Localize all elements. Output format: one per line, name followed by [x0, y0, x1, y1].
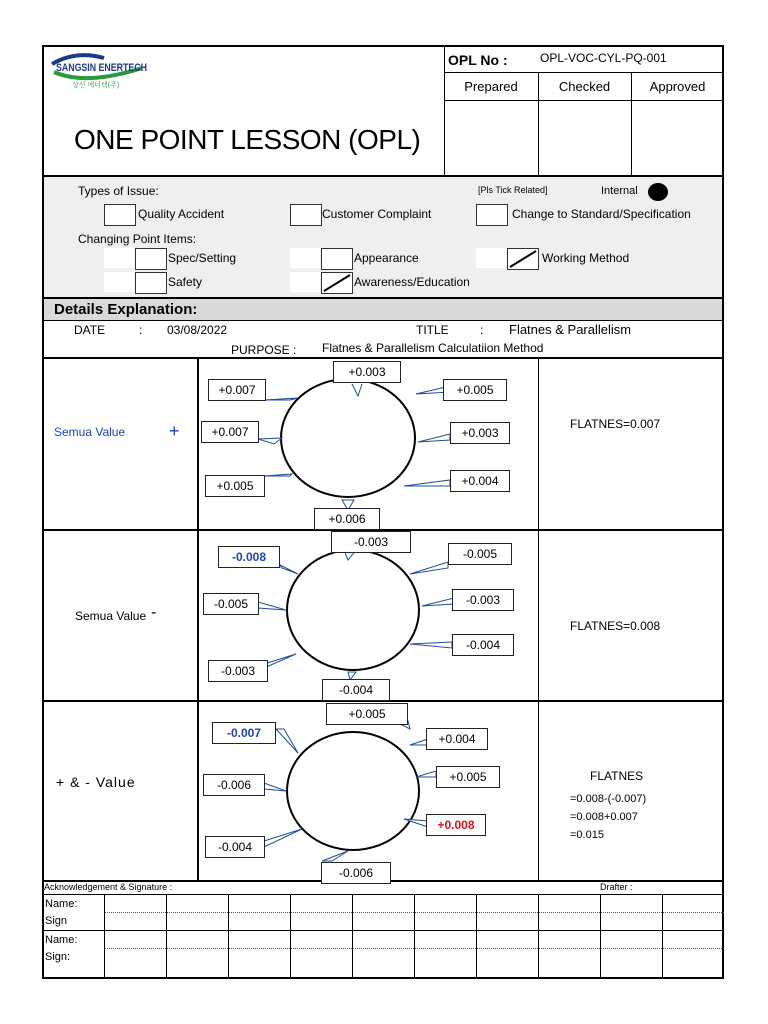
logo-text: SANGSIN ENERTECH [56, 62, 147, 74]
value-callout: -0.004 [205, 836, 265, 858]
safety-checkbox[interactable] [135, 272, 167, 294]
row3-label: + & - Value [56, 774, 136, 790]
value-callout: -0.004 [452, 634, 514, 656]
sign-label: Sign: [45, 951, 71, 963]
value-callout: -0.003 [208, 660, 268, 682]
row3-result-line: =0.008+0.007 [570, 811, 638, 823]
value-callout: +0.004 [450, 470, 510, 492]
tick-slash-icon [508, 249, 538, 269]
callout-pointer [258, 438, 282, 444]
date-value: 03/08/2022 [167, 323, 228, 337]
tick-note: [Pls Tick Related] [478, 185, 548, 195]
row1-label: Semua Value [54, 425, 126, 439]
appearance-label: Appearance [354, 251, 419, 265]
title-label: TITLE [416, 323, 449, 337]
name-label: Name: [45, 898, 78, 910]
opl-number-value: OPL-VOC-CYL-PQ-001 [540, 51, 667, 65]
callout-pointer [278, 564, 298, 574]
safety-label: Safety [168, 275, 203, 289]
date-colon: : [139, 323, 143, 337]
callout-pointer [264, 398, 298, 400]
row1-result: FLATNES=0.007 [570, 417, 661, 431]
acknowledgement-label: Acknowledgement & Signature : [44, 882, 173, 892]
tick-slash-icon [322, 273, 352, 293]
circle-shape [281, 379, 415, 497]
quality-accident-label: Quality Accident [138, 207, 225, 221]
value-callout: -0.006 [321, 862, 391, 884]
quality-accident-checkbox[interactable] [104, 204, 136, 226]
page-title: ONE POINT LESSON (OPL) [74, 124, 421, 155]
change-standard-label: Change to Standard/Specification [512, 207, 691, 221]
callout-pointer [404, 480, 450, 486]
value-callout: +0.005 [443, 379, 507, 401]
changing-point-label: Changing Point Items: [78, 232, 197, 246]
callout-pointer [264, 654, 296, 668]
internal-dot-icon [648, 183, 668, 201]
company-logo [46, 50, 146, 98]
opl-number-label: OPL No : [448, 52, 508, 68]
purpose-label: PURPOSE : [231, 343, 297, 357]
working-method-checkbox[interactable] [507, 248, 539, 270]
spec-setting-label: Spec/Setting [168, 251, 237, 265]
value-callout: +0.005 [326, 703, 408, 725]
value-callout: +0.003 [450, 422, 510, 444]
row3-result-line: =0.015 [570, 829, 604, 841]
callout-pointer [410, 642, 452, 648]
value-callout: +0.007 [201, 421, 259, 443]
spec-setting-checkbox[interactable] [135, 248, 167, 270]
callout-pointer [410, 562, 448, 574]
row3-result-title: FLATNES [590, 769, 644, 783]
working-method-label: Working Method [542, 251, 630, 265]
date-label: DATE [74, 323, 106, 337]
value-callout: +0.006 [314, 508, 380, 530]
callout-pointer [258, 602, 286, 610]
drafter-label: Drafter : [600, 882, 633, 892]
purpose-value: Flatnes & Parallelism Calculatiion Method [322, 341, 544, 355]
awareness-checkbox[interactable] [321, 272, 353, 294]
customer-complaint-checkbox[interactable] [290, 204, 322, 226]
appearance-checkbox[interactable] [321, 248, 353, 270]
value-callout: -0.005 [448, 543, 512, 565]
value-callout: +0.004 [426, 728, 488, 750]
value-callout: -0.004 [322, 679, 390, 701]
row1-sign: + [169, 421, 180, 441]
value-callout: -0.007 [212, 722, 276, 744]
row3-result-line: =0.008-(-0.007) [570, 793, 647, 805]
details-heading: Details Explanation: [54, 301, 198, 318]
value-callout: +0.005 [205, 475, 265, 497]
value-callout: +0.003 [333, 361, 401, 383]
callout-pointer [276, 729, 298, 753]
callout-pointer [422, 598, 454, 606]
callout-pointer [418, 434, 450, 442]
value-callout: +0.008 [426, 814, 486, 836]
value-callout: -0.003 [452, 589, 514, 611]
value-callout: -0.006 [203, 774, 265, 796]
callout-pointer [322, 851, 348, 861]
value-callout: -0.005 [203, 593, 259, 615]
prepared-header: Prepared [464, 79, 518, 94]
callout-pointer [264, 474, 292, 476]
title-value: Flatnes & Parallelism [509, 322, 632, 337]
row2-sign: - [151, 604, 157, 621]
logo-subtext: 상신 에너텍(주) [72, 82, 120, 89]
change-standard-checkbox[interactable] [476, 204, 508, 226]
callout-pointer [416, 771, 436, 777]
internal-label: Internal [601, 185, 638, 197]
value-callout: +0.007 [208, 379, 266, 401]
awareness-label: Awareness/Education [354, 275, 470, 289]
circle-shape [287, 732, 419, 850]
name-label: Name: [45, 934, 78, 946]
logo-swoosh-icon [46, 50, 146, 98]
types-of-issue-label: Types of Issue: [78, 184, 159, 198]
value-callout: -0.008 [218, 546, 280, 568]
row2-result: FLATNES=0.008 [570, 619, 661, 633]
callout-pointer [264, 783, 286, 791]
circle-shape [287, 550, 419, 670]
callout-pointer [264, 829, 302, 847]
value-callout: +0.005 [436, 766, 500, 788]
value-callout: -0.003 [331, 531, 411, 553]
checked-header: Checked [558, 79, 611, 94]
title-colon: : [480, 323, 484, 337]
callout-pointer [352, 384, 362, 396]
customer-complaint-label: Customer Complaint [322, 207, 432, 221]
sign-label: Sign [45, 915, 68, 927]
row2-label: Semua Value [75, 609, 147, 623]
approved-header: Approved [649, 79, 706, 94]
